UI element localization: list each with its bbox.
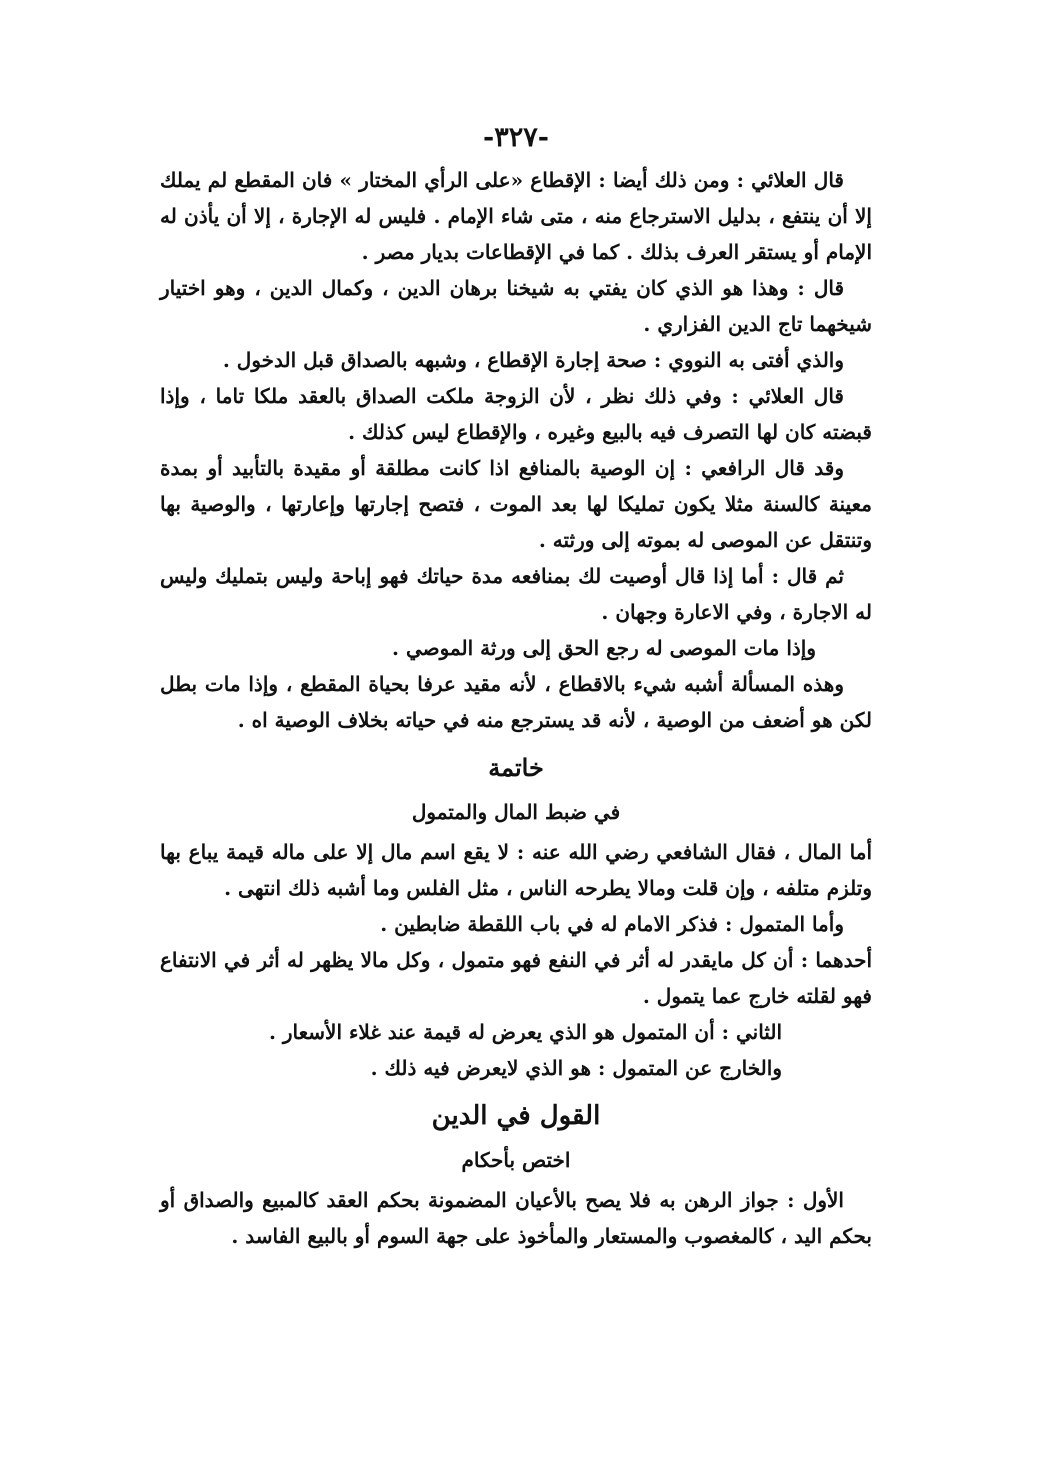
paragraph-wasiyya-hayat: ثم قال : أما إذا قال أوصيت لك بمنافعه مدة حياتك فهو إباحة وليس بتمليك وليس له الاجارة ، وفي الاعارة وجهان . xyxy=(160,564,872,624)
section-mal xyxy=(160,834,872,1086)
paragraph-kharij: والخارج عن المتمول : هو الذي لايعرض فيه ذلك . xyxy=(370,1056,782,1080)
section-iqta xyxy=(160,162,872,738)
heading-dayn: القول في الدين xyxy=(431,1101,601,1131)
paragraph-nawawi: والذي أفتى به النووي : صحة إجارة الإقطاع ، وشبهه بالصداق قبل الدخول . xyxy=(222,348,844,372)
paragraph-mas-ala: وهذه المسألة أشبه شيء بالاقطاع ، لأنه مقيد عرفا بحياة المقطع ، وإذا مات بطل لكن هو أضعف من الوصية ، لأنه قد يسترجع منه في حياته بخلاف الوصية اه . xyxy=(160,672,872,732)
paragraph-alai-iqta: قال العلائي : ومن ذلك أيضا : الإقطاع «على الرأي المختار » فان المقطع لم يملك إلا أن ينتفع ، بدليل الاسترجاع منه ، متى شاء الإمام . فليس له الإجارة ، إلا أن يأذن له الإمام أو يستقر العرف بذلك . كما في الإقطاعات بديار مصر . xyxy=(160,168,872,264)
paragraph-burhan-din: قال : وهذا هو الذي كان يفتي به شيخنا برهان الدين ، وكمال الدين ، وهو اختيار شيخهما تاج الدين الفزاري . xyxy=(160,276,872,336)
paragraph-mutamawwal: وأما المتمول : فذكر الامام له في باب اللقطة ضابطين . xyxy=(380,912,844,936)
page-number: -٣٢٧- xyxy=(483,122,549,153)
subheading-mal: في ضبط المال والمتمول xyxy=(411,800,621,824)
subheading-dayn: اختص بأحكام xyxy=(461,1148,571,1172)
paragraph-mal-shafii: أما المال ، فقال الشافعي رضي الله عنه : لا يقع اسم مال إلا على ماله قيمة يباع بها وتلزم متلفه ، وإن قلت ومالا يطرحه الناس ، مثل الفلس وما أشبه ذلك انتهى . xyxy=(160,840,873,900)
document-page xyxy=(160,118,872,1254)
paragraph-mawt-musa: وإذا مات الموصى له رجع الحق إلى ورثة الموصي . xyxy=(392,636,816,660)
paragraph-rafii: وقد قال الرافعي : إن الوصية بالمنافع اذا كانت مطلقة أو مقيدة بالتأبيد أو بمدة معينة كالسنة مثلا يكون تمليكا لها بعد الموت ، فتصح إجارتها وإعارتها ، والوصية بها وتنتقل عن الموصى له بموته إلى ورثته . xyxy=(160,456,872,552)
paragraph-ahaduhuma: أحدهما : أن كل مايقدر له أثر في النفع فهو متمول ، وكل مالا يظهر له أثر في الانتفاع فهو لقلته خارج عما يتمول . xyxy=(160,948,872,1008)
heading-khatima: خاتمة xyxy=(488,753,544,782)
paragraph-awwal-rahn: الأول : جواز الرهن به فلا يصح بالأعيان المضمونة بحكم العقد كالمبيع والصداق أو بحكم اليد ، كالمغصوب والمستعار والمأخوذ على جهة السوم أو بالبيع الفاسد . xyxy=(160,1188,872,1248)
section-dayn xyxy=(160,1182,872,1254)
paragraph-thani: الثاني : أن المتمول هو الذي يعرض له قيمة عند غلاء الأسعار . xyxy=(268,1020,782,1044)
paragraph-alai-nazar: قال العلائي : وفي ذلك نظر ، لأن الزوجة ملكت الصداق بالعقد ملكا تاما ، وإذا قبضته كان لها التصرف فيه بالبيع وغيره ، والإقطاع ليس كذلك . xyxy=(160,384,872,444)
